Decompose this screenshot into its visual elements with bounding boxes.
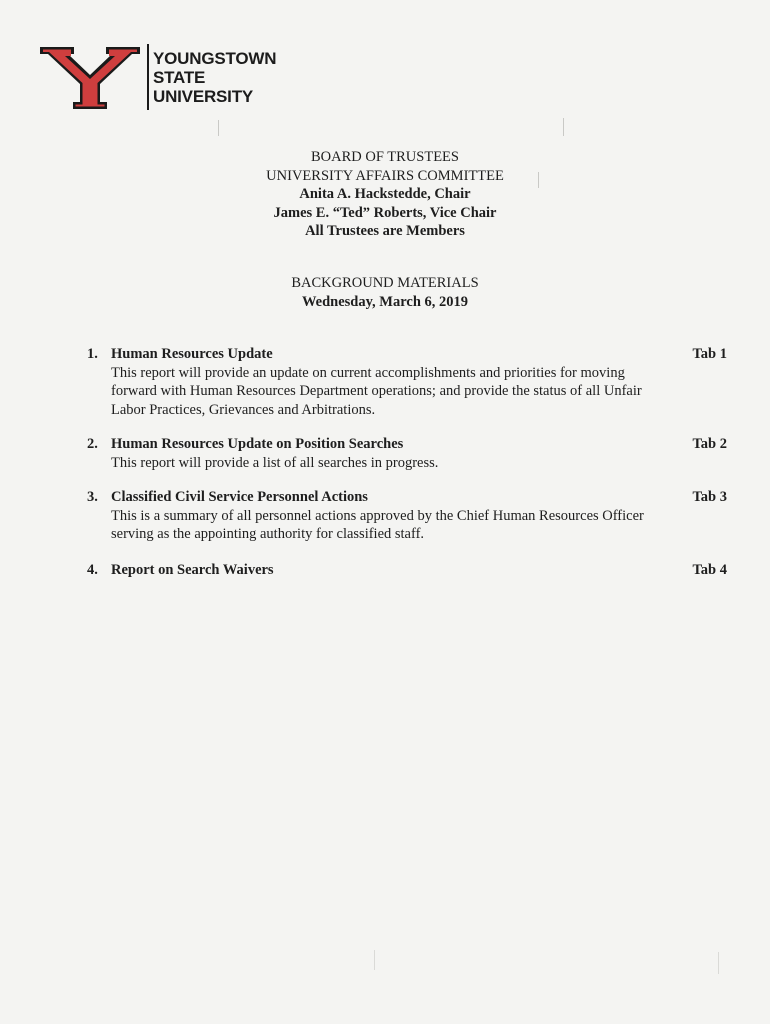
vice-chair-name: James E. “Ted” Roberts, Vice Chair bbox=[273, 204, 497, 221]
scan-artifact bbox=[718, 952, 719, 974]
item-tab: Tab 4 bbox=[692, 562, 727, 578]
logo-divider bbox=[147, 44, 149, 110]
scan-artifact bbox=[538, 172, 539, 188]
item-tab: Tab 3 bbox=[692, 489, 727, 505]
item-title: Report on Search Waivers bbox=[111, 562, 274, 578]
committee-header bbox=[0, 148, 770, 241]
logo-wordmark bbox=[153, 49, 276, 106]
item-title: Human Resources Update bbox=[111, 346, 273, 362]
ysu-block-y-logo-icon bbox=[40, 47, 140, 109]
background-materials-heading bbox=[0, 274, 770, 311]
members-note: All Trustees are Members bbox=[305, 223, 465, 239]
logo-line-youngstown: YOUNGSTOWN bbox=[153, 49, 277, 68]
scan-artifact bbox=[374, 950, 375, 970]
item-description: This report will provide a list of all searches in progress. bbox=[111, 454, 439, 471]
background-title: BACKGROUND MATERIALS bbox=[291, 275, 479, 291]
logo-line-university: UNIVERSITY bbox=[153, 87, 254, 106]
item-title: Classified Civil Service Personnel Actions bbox=[111, 489, 368, 505]
item-description: This is a summary of all personnel actions approved by the Chief Human Resources Officer serving as the appointing authority for classified staff. bbox=[111, 507, 644, 542]
item-number: 2. bbox=[87, 436, 98, 452]
item-description: This report will provide an update on current accomplishments and priorities for moving forward with Human Resources Department operations; and provide the status of all Unfair Labor Practices, Grievances and Arbitrations. bbox=[111, 364, 642, 418]
meeting-date: Wednesday, March 6, 2019 bbox=[301, 293, 469, 310]
logo-line-state: STATE bbox=[153, 68, 206, 87]
item-number: 4. bbox=[87, 562, 98, 578]
item-tab: Tab 2 bbox=[692, 436, 727, 452]
item-number: 3. bbox=[87, 489, 98, 505]
item-tab: Tab 1 bbox=[692, 346, 727, 362]
committee-name: UNIVERSITY AFFAIRS COMMITTEE bbox=[266, 167, 504, 184]
chair-name: Anita A. Hackstedde, Chair bbox=[299, 186, 471, 202]
scan-artifact bbox=[563, 118, 564, 136]
board-title: BOARD OF TRUSTEES bbox=[311, 149, 459, 165]
scan-artifact bbox=[218, 120, 219, 136]
item-number: 1. bbox=[87, 346, 98, 362]
item-title: Human Resources Update on Position Searches bbox=[111, 436, 404, 452]
